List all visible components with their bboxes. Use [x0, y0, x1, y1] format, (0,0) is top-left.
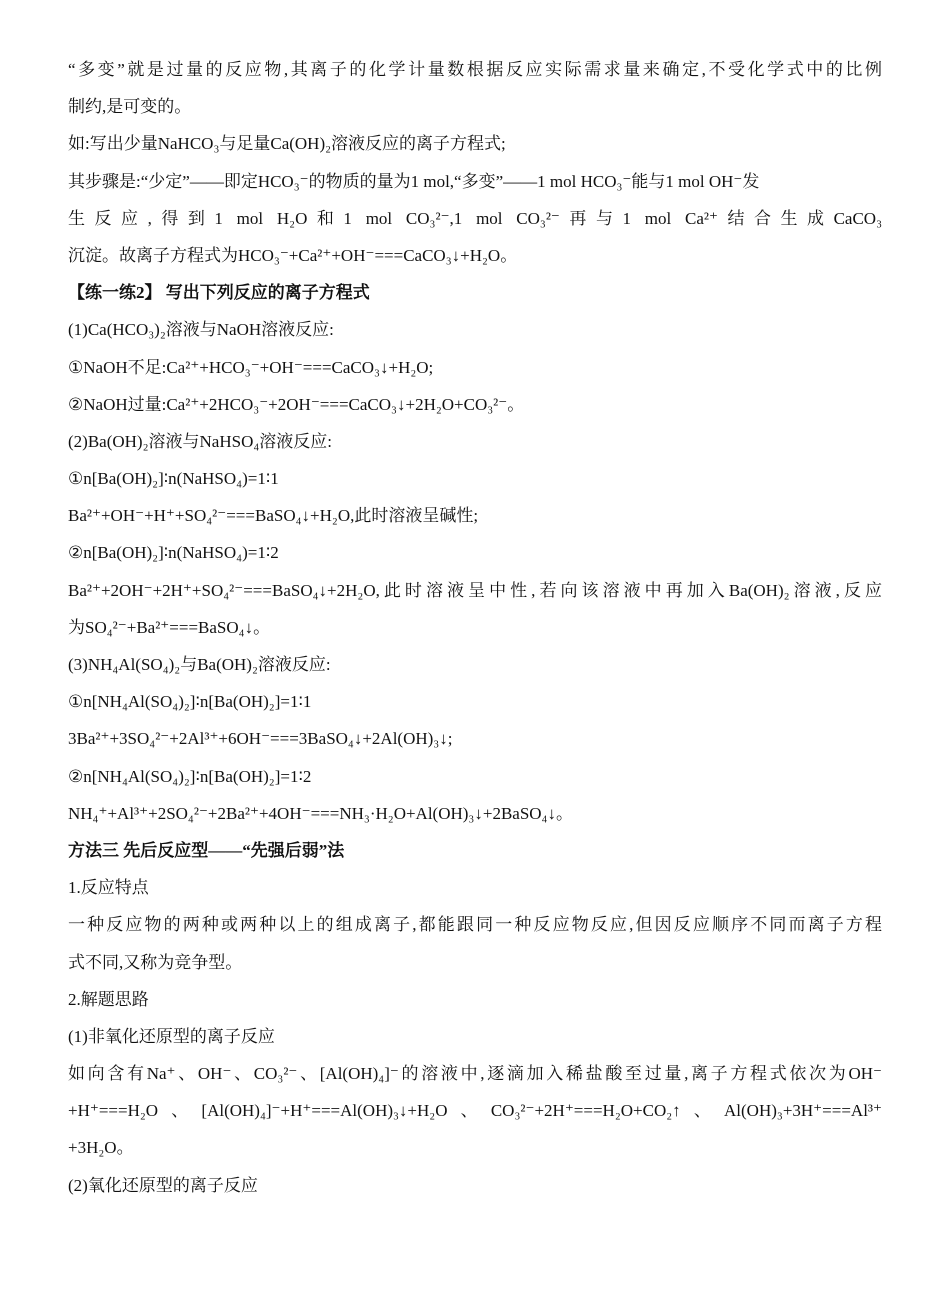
paragraph-line: 制约,是可变的。	[68, 97, 192, 117]
paragraph-line: (2)Ba(OH)₂溶液与NaHSO₄溶液反应:	[68, 431, 332, 451]
paragraph-line: 一种反应物的两种或两种以上的组成离子,都能跟同一种反应物反应,但因反应顺序不同而离子方程	[68, 915, 882, 935]
exercise-heading: 【练一练2】 写出下列反应的离子方程式	[68, 283, 370, 303]
equation-line: ①NaOH不足:Ca²⁺+HCO₃⁻+OH⁻===CaCO₃↓+H₂O;	[68, 357, 434, 377]
subheading: (2)氧化还原型的离子反应	[68, 1175, 258, 1195]
paragraph-line: “多变”就是过量的反应物,其离子的化学计量数根据反应实际需求量来确定,不受化学式中的比例	[68, 60, 882, 79]
subheading: 2.解题思路	[68, 989, 149, 1009]
equation-line: ②NaOH过量:Ca²⁺+2HCO₃⁻+2OH⁻===CaCO₃↓+2H₂O+CO₃²⁻。	[68, 394, 525, 414]
section-heading: 方法三 先后反应型——“先强后弱”法	[68, 840, 345, 860]
ratio-line: ①n[Ba(OH)₂]∶n(NaHSO₄)=1∶1	[68, 469, 279, 489]
subheading: 1.反应特点	[68, 878, 149, 898]
equation-line: NH₄⁺+Al³⁺+2SO₄²⁻+2Ba²⁺+4OH⁻===NH₃·H₂O+Al(OH)₃↓+2BaSO₄↓。	[68, 803, 573, 823]
equation-line: 为SO₄²⁻+Ba²⁺===BaSO₄↓。	[68, 617, 271, 637]
ratio-line: ②n[Ba(OH)₂]∶n(NaHSO₄)=1∶2	[68, 543, 279, 563]
paragraph-line: 生反应,得到1 mol H₂O和1 mol CO₃²⁻,1 mol CO₃²⁻再与1 mol Ca²⁺结合生成CaCO₃	[68, 208, 882, 228]
ratio-line: ②n[NH₄Al(SO₄)₂]∶n[Ba(OH)₂]=1∶2	[68, 766, 312, 786]
equation-line: Ba²⁺+OH⁻+H⁺+SO₄²⁻===BaSO₄↓+H₂O,此时溶液呈碱性;	[68, 506, 479, 526]
paragraph-line: (1)Ca(HCO₃)₂溶液与NaOH溶液反应:	[68, 320, 334, 340]
equation-line: Ba²⁺+2OH⁻+2H⁺+SO₄²⁻===BaSO₄↓+2H₂O,此时溶液呈中性,若向该溶液中再加入Ba(OH)₂溶液,反应	[68, 580, 882, 600]
equation-line: 3Ba²⁺+3SO₄²⁻+2Al³⁺+6OH⁻===3BaSO₄↓+2Al(OH)₃↓;	[68, 729, 453, 749]
subheading: (1)非氧化还原型的离子反应	[68, 1026, 275, 1046]
ratio-line: ①n[NH₄Al(SO₄)₂]∶n[Ba(OH)₂]=1∶1	[68, 692, 312, 712]
paragraph-line: 式不同,又称为竞争型。	[68, 952, 243, 972]
paragraph-line: (3)NH₄Al(SO₄)₂与Ba(OH)₂溶液反应:	[68, 655, 331, 674]
paragraph-line: 沉淀。故离子方程式为HCO₃⁻+Ca²⁺+OH⁻===CaCO₃↓+H₂O。	[68, 245, 518, 265]
paragraph-line: 如向含有Na⁺、OH⁻、CO₃²⁻、[Al(OH)₄]⁻的溶液中,逐滴加入稀盐酸至过量,离子方程式依次为OH⁻	[68, 1064, 882, 1084]
equation-line: +H⁺===H₂O、[Al(OH)₄]⁻+H⁺===Al(OH)₃↓+H₂O、CO₃²⁻+2H⁺===H₂O+CO₂↑、Al(OH)₃+3H⁺===Al³⁺	[68, 1101, 882, 1121]
paragraph-line: 其步骤是:“少定”——即定HCO₃⁻的物质的量为1 mol,“多变”——1 mol HCO₃⁻能与1 mol OH⁻发	[68, 171, 760, 191]
paragraph-line: 如:写出少量NaHCO₃与足量Ca(OH)₂溶液反应的离子方程式;	[68, 134, 506, 154]
equation-line: +3H₂O。	[68, 1138, 134, 1158]
